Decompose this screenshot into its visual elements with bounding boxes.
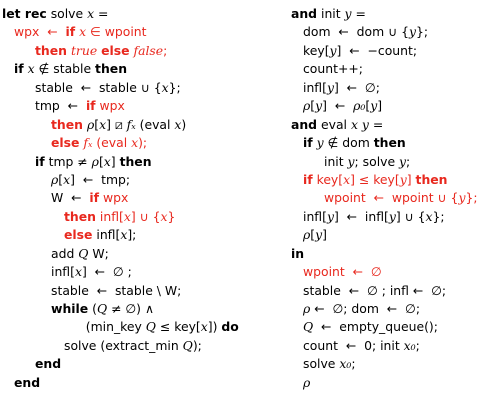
code-text: count++; bbox=[303, 61, 363, 77]
variable: x bbox=[123, 208, 131, 224]
code-line bbox=[2, 189, 282, 207]
code-text: ] ∪ { bbox=[130, 208, 161, 224]
code-text: infl[ bbox=[51, 264, 75, 280]
code-line bbox=[291, 263, 480, 281]
code-text: (min_key bbox=[70, 319, 146, 335]
code-line bbox=[291, 208, 480, 226]
code-line bbox=[291, 60, 480, 78]
variable: x bbox=[403, 337, 411, 353]
code-line bbox=[2, 97, 282, 115]
variable: x bbox=[63, 171, 71, 187]
code-text: ; solve bbox=[354, 153, 400, 169]
code-text: (eval bbox=[92, 135, 132, 151]
code-line bbox=[291, 226, 480, 244]
code-line bbox=[2, 116, 282, 134]
code-text: ] bbox=[377, 98, 383, 114]
code-line bbox=[291, 23, 480, 41]
code-text: ] ← −count; bbox=[336, 42, 418, 58]
code-line bbox=[291, 79, 480, 97]
keyword: if bbox=[65, 24, 76, 40]
code-line bbox=[291, 116, 480, 134]
code-text: ∉ dom bbox=[323, 135, 374, 151]
variable: y bbox=[326, 79, 334, 95]
code-line bbox=[291, 355, 480, 373]
code-text: dom ← dom ∪ { bbox=[303, 24, 409, 40]
variable: y bbox=[329, 42, 337, 58]
code-line bbox=[291, 318, 480, 336]
variable: x bbox=[161, 79, 169, 95]
variable: x bbox=[120, 227, 128, 243]
code-text: ] ≤ key[ bbox=[350, 171, 400, 187]
code-text: add bbox=[51, 245, 79, 261]
code-text: stable ← stable ∪ { bbox=[35, 79, 162, 95]
variable: y bbox=[458, 190, 466, 206]
code-text: ); bbox=[138, 135, 148, 151]
variable: ρ bbox=[303, 98, 311, 114]
code-text: ); bbox=[192, 337, 202, 353]
variable: ₓ bbox=[87, 135, 93, 151]
code-text: ] ← bbox=[322, 98, 354, 114]
code-text: [ bbox=[310, 227, 316, 243]
code-text: ] ← infl[ bbox=[333, 208, 389, 224]
keyword: and bbox=[291, 6, 318, 21]
keyword: while bbox=[51, 301, 89, 316]
keyword: then bbox=[415, 171, 448, 187]
code-line bbox=[291, 282, 480, 300]
variable: ρ bbox=[51, 171, 59, 187]
code-line bbox=[2, 318, 282, 336]
keyword: do bbox=[221, 319, 239, 335]
code-text: }; bbox=[416, 24, 429, 40]
code-text: ( bbox=[88, 301, 97, 316]
code-line bbox=[2, 5, 282, 23]
variable: ρ bbox=[353, 98, 361, 114]
variable: Q bbox=[303, 319, 314, 335]
code-line bbox=[291, 189, 480, 207]
code-text: ] bbox=[322, 227, 327, 243]
code-text: [ bbox=[58, 171, 64, 187]
keyword: if bbox=[14, 61, 24, 77]
keyword: if bbox=[303, 171, 313, 187]
code-text: infl[ bbox=[303, 208, 327, 224]
code-text: solve bbox=[46, 6, 88, 21]
code-column-left bbox=[2, 5, 282, 392]
code-text: infl[ bbox=[303, 79, 327, 95]
code-text: key[ bbox=[303, 42, 330, 58]
code-text: [ bbox=[98, 153, 104, 169]
code-text: ; bbox=[163, 42, 168, 58]
variable: Q bbox=[78, 245, 89, 261]
code-text: init bbox=[317, 6, 345, 21]
code-text: W ← bbox=[51, 190, 90, 206]
keyword: else bbox=[64, 227, 93, 243]
code-line bbox=[2, 134, 282, 152]
keyword: then bbox=[64, 208, 96, 224]
variable: f bbox=[83, 135, 88, 151]
code-line bbox=[2, 355, 282, 373]
variable: y bbox=[399, 153, 407, 169]
code-line bbox=[291, 5, 480, 23]
variable: y bbox=[315, 227, 323, 243]
code-text: ] ⧄ bbox=[106, 116, 127, 132]
code-text: = bbox=[351, 6, 366, 21]
code-line bbox=[291, 300, 480, 318]
variable: y bbox=[370, 98, 378, 114]
keyword: else bbox=[101, 42, 130, 58]
code-text: ≠ ∅) ∧ bbox=[107, 301, 155, 316]
keyword: if bbox=[303, 135, 313, 151]
code-text: infl[ bbox=[95, 208, 124, 224]
variable: y bbox=[344, 6, 352, 21]
variable: f bbox=[126, 116, 132, 132]
variable: x bbox=[131, 135, 139, 151]
variable: x bbox=[425, 208, 433, 224]
code-line bbox=[291, 153, 480, 171]
code-text: } bbox=[167, 208, 176, 224]
code-text: }; bbox=[432, 208, 445, 224]
code-column-right bbox=[291, 5, 480, 392]
code-text: ∉ stable bbox=[34, 61, 96, 77]
variable: y bbox=[388, 208, 396, 224]
code-line bbox=[2, 171, 282, 189]
keyword: end bbox=[14, 374, 41, 390]
variable: y bbox=[361, 116, 369, 132]
code-text: ] ← tmp; bbox=[70, 171, 131, 187]
code-text: (eval bbox=[135, 116, 175, 132]
code-line bbox=[291, 134, 480, 152]
code-text: ← ∅; dom ← ∅; bbox=[310, 301, 421, 316]
code-line bbox=[291, 171, 480, 189]
code-text: count ← 0; init bbox=[303, 337, 404, 353]
code-text: W; bbox=[88, 245, 109, 261]
code-text: wpx bbox=[99, 190, 129, 206]
variable: Q bbox=[182, 337, 193, 353]
variable: y bbox=[347, 153, 355, 169]
keyword: else bbox=[51, 135, 80, 151]
variable: x bbox=[200, 319, 208, 335]
keyword: and bbox=[291, 116, 318, 132]
variable: y bbox=[315, 98, 323, 114]
code-text: wpx ← bbox=[14, 24, 66, 40]
variable: ₀ bbox=[410, 337, 416, 353]
code-line bbox=[2, 337, 282, 355]
variable: x bbox=[87, 6, 95, 21]
code-text: stable ← ∅ ; infl ← ∅; bbox=[303, 282, 447, 298]
code-line bbox=[291, 245, 480, 263]
code-line bbox=[2, 245, 282, 263]
variable: x bbox=[103, 153, 111, 169]
code-text: wpoint ← wpoint ∪ { bbox=[324, 190, 459, 206]
keyword: if bbox=[89, 190, 100, 206]
code-line bbox=[291, 42, 480, 60]
variable: y bbox=[409, 24, 416, 40]
variable: ρ bbox=[303, 374, 311, 390]
code-line bbox=[2, 208, 282, 226]
keyword: if bbox=[35, 153, 45, 169]
code-text: ; bbox=[415, 337, 420, 353]
variable: false bbox=[133, 42, 164, 58]
variable: ₓ bbox=[131, 116, 136, 132]
code-line bbox=[2, 226, 282, 244]
code-text: eval bbox=[317, 116, 351, 132]
variable: x bbox=[343, 171, 351, 187]
code-text: ∈ wpoint bbox=[86, 24, 147, 40]
code-text: ≤ key[ bbox=[155, 319, 201, 335]
code-text: stable ← stable \ W; bbox=[51, 282, 182, 298]
code-text: ) bbox=[181, 116, 187, 132]
variable: x bbox=[160, 208, 168, 224]
code-text: tmp ← bbox=[35, 98, 86, 114]
code-line bbox=[2, 300, 282, 318]
code-line bbox=[2, 374, 282, 392]
keyword: if bbox=[85, 98, 96, 114]
code-text: solve bbox=[303, 356, 340, 372]
code-line bbox=[291, 97, 480, 115]
keyword: end bbox=[35, 356, 62, 372]
code-line bbox=[291, 374, 480, 392]
keyword: then bbox=[119, 153, 152, 169]
code-text: ]) bbox=[207, 319, 222, 335]
variable: y bbox=[399, 171, 407, 187]
code-text: ]; bbox=[127, 227, 137, 243]
variable: y bbox=[316, 135, 324, 151]
variable: ₀ bbox=[360, 98, 366, 114]
keyword: then bbox=[95, 61, 128, 77]
code-text: ] ← ∅ ; bbox=[81, 264, 132, 280]
code-line bbox=[2, 79, 282, 97]
variable: ρ bbox=[303, 301, 311, 316]
code-text: ] bbox=[110, 153, 120, 169]
code-line bbox=[291, 337, 480, 355]
keyword: then bbox=[51, 116, 83, 132]
code-text: wpx bbox=[95, 98, 125, 114]
code-text: [ bbox=[365, 98, 371, 114]
variable: x bbox=[27, 61, 35, 77]
variable: Q bbox=[145, 319, 156, 335]
variable: ₀ bbox=[346, 356, 352, 372]
code-text: tmp ≠ bbox=[44, 153, 92, 169]
code-line bbox=[2, 263, 282, 281]
code-text: infl[ bbox=[92, 227, 121, 243]
variable: x bbox=[339, 356, 347, 372]
code-text: ] bbox=[406, 171, 416, 187]
code-text: init bbox=[324, 153, 348, 169]
keyword: in bbox=[291, 245, 305, 261]
code-line bbox=[2, 42, 282, 60]
code-text: ← empty_queue(); bbox=[313, 319, 438, 335]
variable: ρ bbox=[86, 116, 95, 132]
variable: x bbox=[79, 24, 87, 40]
variable: x bbox=[350, 116, 358, 132]
code-text: solve (extract_min bbox=[64, 337, 183, 353]
variable: ρ bbox=[303, 227, 311, 243]
code-text: }; bbox=[465, 190, 478, 206]
code-text: ] ∪ { bbox=[395, 208, 426, 224]
code-text: ; bbox=[351, 356, 356, 372]
variable: x bbox=[99, 116, 107, 132]
code-line bbox=[2, 153, 282, 171]
code-text: [ bbox=[94, 116, 100, 132]
code-text: key[ bbox=[312, 171, 344, 187]
code-text: ] ← ∅; bbox=[333, 79, 380, 95]
code-text: wpoint ← ∅ bbox=[303, 264, 382, 280]
variable: Q bbox=[96, 301, 108, 316]
code-line bbox=[2, 23, 282, 41]
variable: y bbox=[326, 208, 334, 224]
code-line bbox=[2, 60, 282, 78]
code-text: }; bbox=[168, 79, 181, 95]
variable: x bbox=[74, 264, 82, 280]
code-text: [ bbox=[310, 98, 316, 114]
variable: ρ bbox=[91, 153, 99, 169]
variable: x bbox=[174, 116, 182, 132]
code-text: = bbox=[368, 116, 384, 132]
keyword: let rec bbox=[2, 6, 47, 21]
keyword: then bbox=[373, 135, 406, 151]
variable: true bbox=[70, 42, 98, 58]
code-text: = bbox=[94, 6, 109, 21]
keyword: then bbox=[35, 42, 67, 58]
code-text: ; bbox=[406, 153, 411, 169]
code-line bbox=[2, 282, 282, 300]
